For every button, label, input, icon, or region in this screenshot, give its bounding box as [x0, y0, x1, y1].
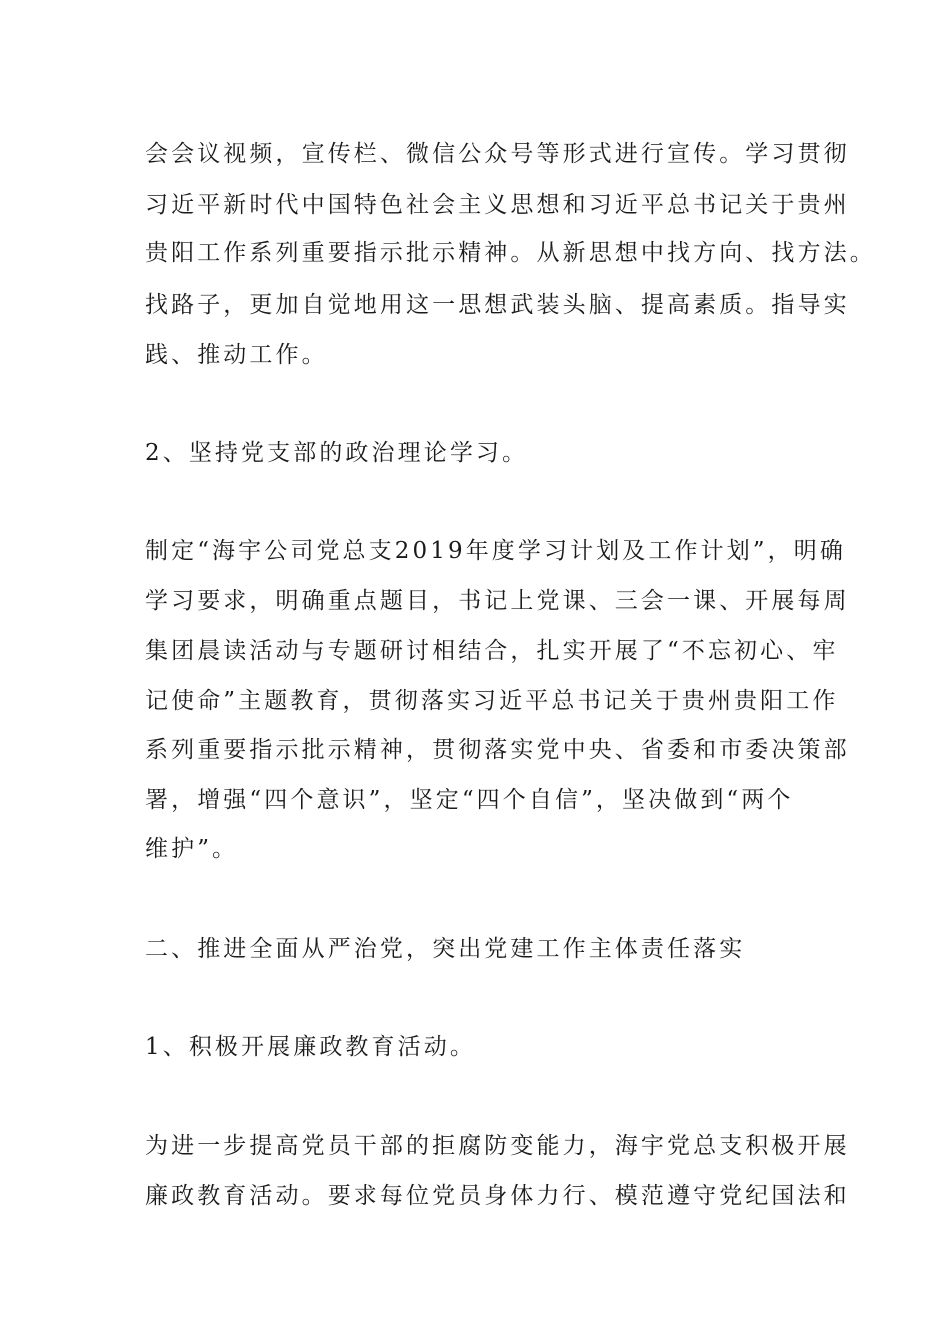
paragraph-1-line-4: 找路子，更加自觉地用这一思想武装头脑、提高素质。指导实	[145, 292, 850, 318]
paragraph-6-line-1: 为进一步提高党员干部的拒腐防变能力，海宇党总支积极开展	[145, 1133, 850, 1159]
paragraph-3-line-3: 集团晨读活动与专题研讨相结合，扎实开展了“不忘初心、牢	[145, 638, 839, 664]
paragraph-3-line-4: 记使命”主题教育，贯彻落实习近平总书记关于贵州贵阳工作	[145, 688, 839, 714]
section-heading-1: 1、积极开展廉政教育活动。	[145, 1034, 476, 1060]
paragraph-1-line-2: 习近平新时代中国特色社会主义思想和习近平总书记关于贵州	[145, 192, 850, 218]
paragraph-3-line-5: 系列重要指示批示精神，贯彻落实党中央、省委和市委决策部	[145, 737, 850, 763]
paragraph-1-line-3: 贵阳工作系列重要指示批示精神。从新思想中找方向、找方法。	[145, 240, 876, 266]
paragraph-1-line-5: 践、推动工作。	[145, 342, 328, 368]
paragraph-3-line-7: 维护”。	[145, 836, 239, 862]
paragraph-3-line-6: 署，增强“四个意识”，坚定“四个自信”，坚决做到“两个	[145, 787, 794, 813]
paragraph-3-line-2: 学习要求，明确重点题目，书记上党课、三会一课、开展每周	[145, 588, 850, 614]
paragraph-1-line-1: 会会议视频，宣传栏、微信公众号等形式进行宣传。学习贯彻	[145, 141, 850, 167]
paragraph-3-line-1: 制定“海宇公司党总支2019年度学习计划及工作计划”，明确	[145, 538, 846, 564]
section-heading-er: 二、推进全面从严治党，突出党建工作主体责任落实	[145, 936, 746, 962]
paragraph-6-line-2: 廉政教育活动。要求每位党员身体力行、模范遵守党纪国法和	[145, 1183, 850, 1209]
section-heading-2: 2、坚持党支部的政治理论学习。	[145, 440, 529, 466]
